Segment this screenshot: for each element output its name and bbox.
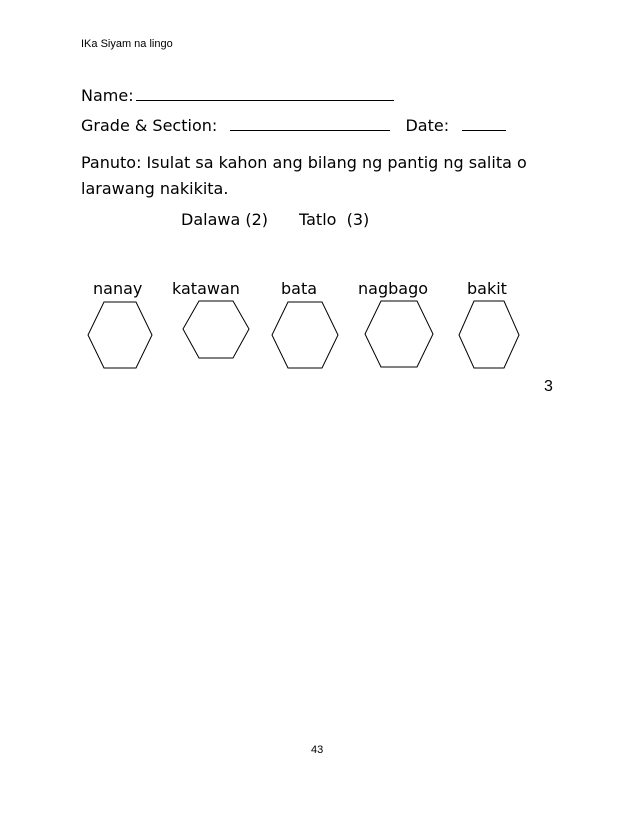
instructions <box>81 150 527 202</box>
grade-section-blank[interactable] <box>230 113 390 131</box>
answer-box-nanay[interactable] <box>87 301 153 369</box>
page-number: 43 <box>311 744 324 756</box>
side-number: 3 <box>544 378 553 395</box>
answer-box-bata[interactable] <box>271 301 339 369</box>
instructions-line-1: Panuto: Isulat sa kahon ang bilang ng pantig ng salita o <box>81 153 527 172</box>
word-bata: bata <box>281 279 318 298</box>
option-dalawa: Dalawa (2) <box>181 210 269 229</box>
word-bakit: bakit <box>467 279 507 298</box>
grade-section-label: Grade & Section: <box>81 116 218 135</box>
word-nagbago: nagbago <box>358 279 429 298</box>
date-label: Date: <box>405 116 450 135</box>
word-nanay: nanay <box>93 279 143 298</box>
word-katawan: katawan <box>172 279 240 298</box>
answer-box-nagbago[interactable] <box>364 300 434 368</box>
page-header: IKa Siyam na lingo <box>81 38 173 50</box>
answer-box-bakit[interactable] <box>458 300 520 370</box>
name-label: Name: <box>81 86 134 105</box>
answer-box-katawan[interactable] <box>182 300 250 360</box>
name-blank[interactable] <box>136 83 394 101</box>
date-blank[interactable] <box>462 113 506 131</box>
name-row <box>81 83 394 105</box>
option-tatlo: Tatlo (3) <box>299 210 370 229</box>
grade-section-row <box>81 113 506 135</box>
instructions-line-2: larawang nakikita. <box>81 179 229 198</box>
